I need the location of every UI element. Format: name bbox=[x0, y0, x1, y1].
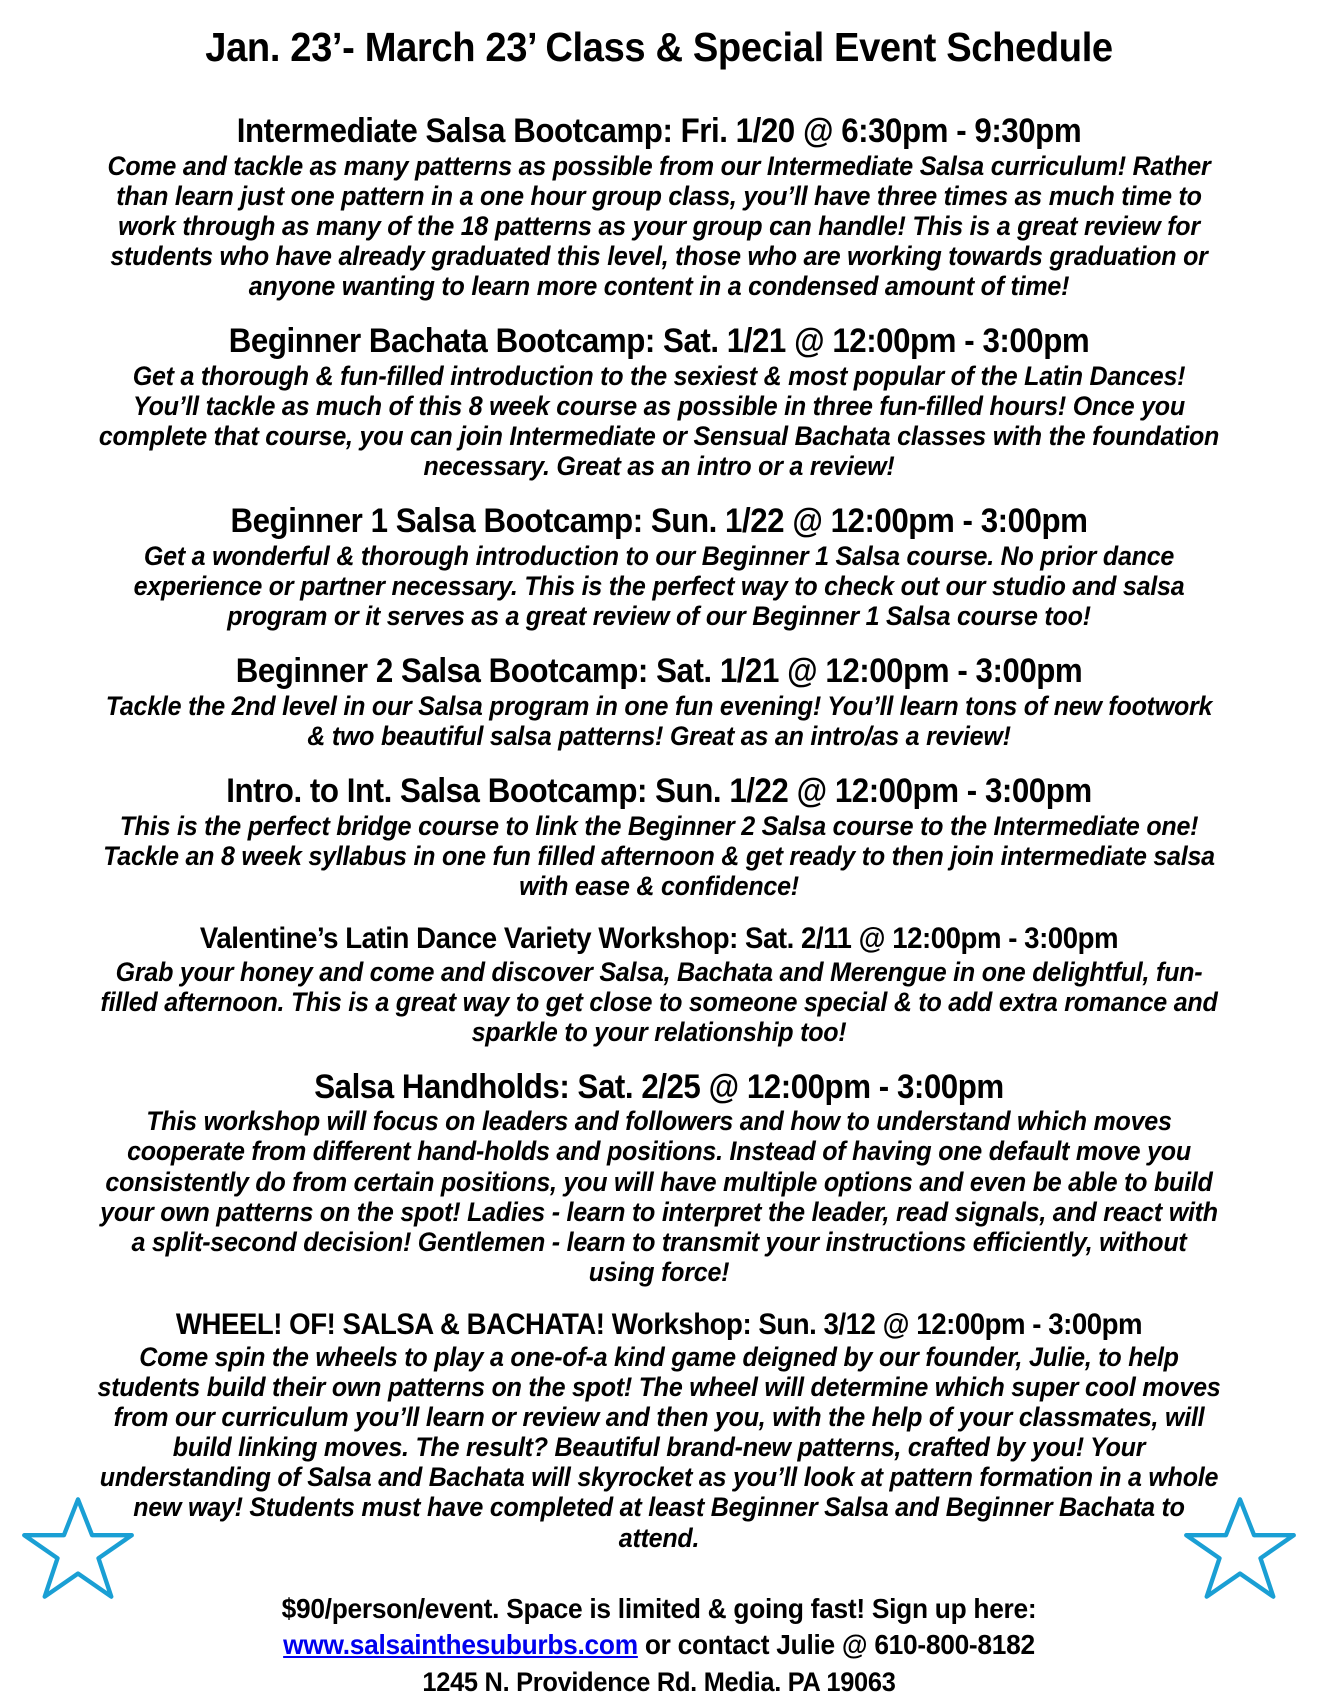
website-link[interactable]: www.salsainthesuburbs.com bbox=[283, 1629, 638, 1660]
event-item-beginner-1-salsa-bootcamp bbox=[60, 503, 1258, 631]
event-item-beginner-2-salsa-bootcamp bbox=[60, 653, 1258, 751]
event-heading: Beginner Bachata Bootcamp: Sat. 1/21 @ 12:00pm - 3:00pm bbox=[228, 322, 1090, 361]
event-description: Tackle the 2nd level in our Salsa program in one fun evening! You’ll learn tons of new footwork & two beautiful salsa patterns! Great as an intro/as a review! bbox=[105, 691, 1213, 752]
event-heading: Intro. to Int. Salsa Bootcamp: Sun. 1/22 @ 12:00pm - 3:00pm bbox=[226, 772, 1092, 811]
contact-phone-text: or contact Julie @ 610-800-8182 bbox=[637, 1629, 1035, 1660]
event-heading: Salsa Handholds: Sat. 2/25 @ 12:00pm - 3:00pm bbox=[314, 1067, 1004, 1106]
event-item-intermediate-salsa-bootcamp bbox=[60, 113, 1258, 301]
price-and-signup-line: $90/person/event. Space is limited & going fast! Sign up here: bbox=[281, 1592, 1037, 1624]
event-description: Get a wonderful & thorough introduction to our Beginner 1 Salsa course. No prior dance experience or partner necessary. This is the perfect way to check out our studio and salsa program or it serves as a great review of our Beginner 1 Salsa course too! bbox=[133, 541, 1185, 632]
event-description: Grab your honey and come and discover Salsa, Bachata and Merengue in one delightful, fun-filled afternoon. This is a great way to get close to someone special & to add extra romance and sparkle to your relationship too! bbox=[100, 956, 1218, 1047]
contact-line bbox=[96, 1627, 1222, 1663]
event-description: This workshop will focus on leaders and followers and how to understand which moves cooperate from different hand-holds and positions. Instead of having one default move you consistently do from certain positions, you will have multiple options and even be able to build your own patterns on the spot! Ladies - learn to interpret the leader, read signals, and react with a split-second decision! Gentlemen - learn to transmit your instructions efficiently, without using force! bbox=[100, 1106, 1218, 1287]
event-item-salsa-handholds bbox=[60, 1069, 1258, 1287]
event-description: Come spin the wheels to play a one-of-a kind game deigned by our founder, Julie, to help students build their own patterns on the spot! The wheel will determine which super cool moves from our curriculum you’ll learn or review and then you, with the help of your classmates, will build linking moves. The result? Beautiful brand-new patterns, crafted by you! Your understanding of Salsa and Bachata will skyrocket as you’ll look at pattern formation in a whole new way! Students must have completed at least Beginner Salsa and Beginner Bachata to attend. bbox=[97, 1342, 1221, 1553]
footer bbox=[60, 1591, 1258, 1700]
event-heading: Intermediate Salsa Bootcamp: Fri. 1/20 @ 6:30pm - 9:30pm bbox=[236, 112, 1082, 151]
page-title: Jan. 23’- March 23’ Class & Special Event Schedule bbox=[205, 24, 1113, 70]
event-heading: Beginner 2 Salsa Bootcamp: Sat. 1/21 @ 12:00pm - 3:00pm bbox=[235, 652, 1083, 691]
event-heading: Beginner 1 Salsa Bootcamp: Sun. 1/22 @ 12:00pm - 3:00pm bbox=[230, 502, 1088, 541]
star-decoration-right bbox=[1176, 1484, 1304, 1612]
studio-address: 1245 N. Providence Rd. Media. PA 19063 bbox=[422, 1667, 896, 1698]
event-item-wheel-of-salsa-and-bachata-workshop bbox=[60, 1309, 1258, 1553]
event-description: This is the perfect bridge course to link the Beginner 2 Salsa course to the Intermediate one! Tackle an 8 week syllabus in one fun filled afternoon & get ready to then join intermediate salsa with ease & confidence! bbox=[103, 810, 1215, 902]
event-heading: WHEEL! OF! SALSA & BACHATA! Workshop: Sun. 3/12 @ 12:00pm - 3:00pm bbox=[175, 1307, 1143, 1341]
event-description: Come and tackle as many patterns as possible from our Intermediate Salsa curriculum! Rather than learn just one pattern in a one hour group class, you’ll have three times as much time to work through as many of the 18 patterns as your group can handle! This is a great review for students who have already graduated this level, those who are working towards graduation or anyone wanting to learn more content in a condensed amount of time! bbox=[107, 151, 1211, 302]
event-item-beginner-bachata-bootcamp bbox=[60, 323, 1258, 481]
event-description: Get a thorough & fun-filled introduction to the sexiest & most popular of the Latin Dances! You’ll tackle as much of this 8 week course as possible in three fun-filled hours! Once you complete that course, you can join Intermediate or Sensual Bachata classes with the foundation necessary. Great as an intro or a review! bbox=[98, 361, 1220, 482]
event-item-intro-to-int-salsa-bootcamp bbox=[60, 773, 1258, 901]
event-item-valentines-latin-dance-variety-workshop bbox=[60, 923, 1258, 1047]
event-list bbox=[60, 113, 1258, 1552]
event-heading: Valentine’s Latin Dance Variety Workshop: Sat. 2/11 @ 12:00pm - 3:00pm bbox=[199, 922, 1119, 956]
star-decoration-left bbox=[14, 1484, 142, 1612]
